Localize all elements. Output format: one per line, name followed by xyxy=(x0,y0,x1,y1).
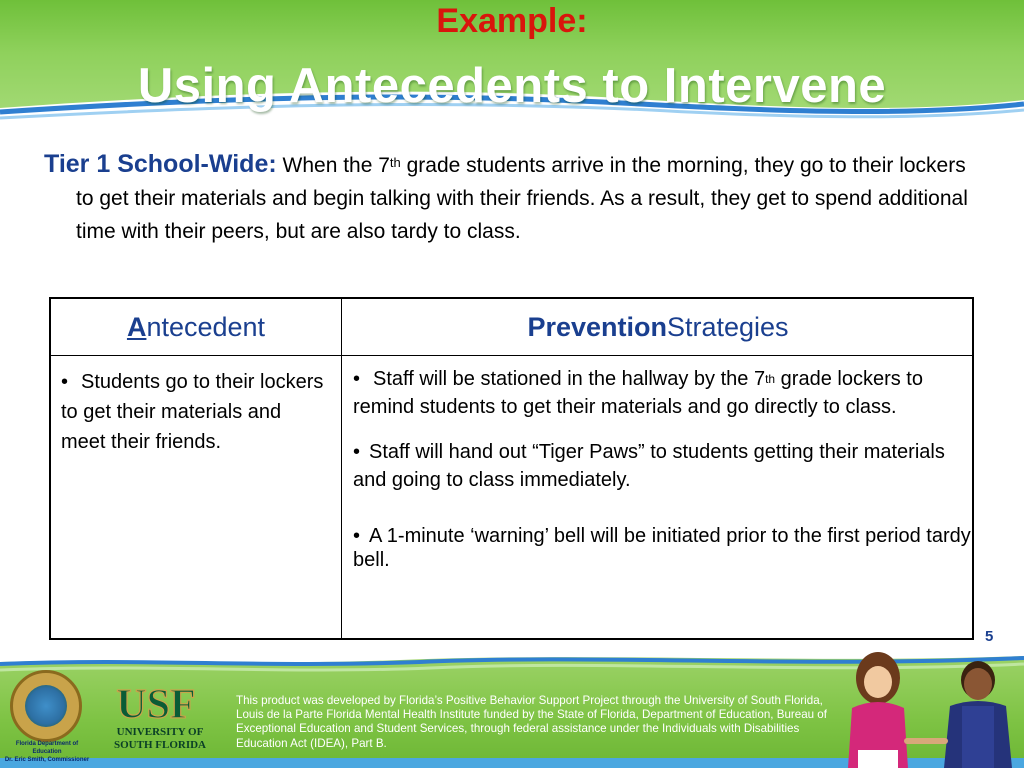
strategy-item xyxy=(353,524,971,572)
florida-seal-icon xyxy=(10,670,82,742)
strategy-superscript: th xyxy=(765,372,776,386)
tier-label: Tier 1 School-Wide: xyxy=(44,150,277,178)
strategy-item xyxy=(353,438,971,494)
seal-center-icon xyxy=(25,685,67,727)
slide-title-example: Example: xyxy=(436,2,588,40)
header-prevention-bold: Prevention xyxy=(527,311,667,342)
strategy-item xyxy=(353,365,971,421)
antecedent-text: Students go to their lockers to get their materials and meet their friends. xyxy=(61,371,324,453)
seal-caption-line1: Florida Department of Education xyxy=(15,741,79,755)
footer-banner xyxy=(0,650,1024,768)
strategy-text: Staff will hand out “Tiger Paws” to students getting their materials and going to class immediately. xyxy=(353,441,945,491)
bullet-icon: • xyxy=(353,525,361,547)
seal-caption-line2: Dr. Eric Smith, Commissioner xyxy=(4,757,90,763)
header-antecedent-initial: A xyxy=(126,311,147,342)
strategy-text: A 1-minute ‘warning’ bell will be initiated prior to the first period tardy bell. xyxy=(353,525,971,571)
usf-name-line1: UNIVERSITY OF xyxy=(116,726,204,738)
bullet-icon: • xyxy=(61,371,69,393)
slide-title: Using Antecedents to Intervene xyxy=(137,59,887,113)
usf-mark-icon xyxy=(110,680,202,724)
strategy-text: Staff will be stationed in the hallway by the 7 xyxy=(373,368,766,390)
usf-mark-text: USF xyxy=(116,682,196,724)
intro-paragraph xyxy=(44,148,984,248)
header-banner xyxy=(0,0,1024,132)
antecedent-cell xyxy=(61,367,331,457)
bullet-icon: • xyxy=(353,441,361,463)
strategies-cell xyxy=(353,365,971,589)
strategy-text-cont: grade lockers to remind students to get their materials and go directly to class. xyxy=(353,368,923,418)
table-row-divider xyxy=(51,355,972,356)
table-header-antecedent xyxy=(51,299,341,355)
usf-name xyxy=(106,726,214,752)
header-prevention-rest: Strategies xyxy=(666,311,789,342)
usf-name-line2: SOUTH FLORIDA xyxy=(114,739,206,751)
header-antecedent-rest: ntecedent xyxy=(146,311,266,342)
intro-text-part2: grade students arrive in the morning, they go to their lockers to get their materials and begin talking with their friends. As a result, they get to spend additional time with their peers, but are also tardy to class. xyxy=(76,154,968,243)
footer-disclaimer: This product was developed by Florida’s Positive Behavior Support Project through the University of South Florida, Louis de la Parte Florida Mental Health Institute funded by the State of Florida, Department of Education, Bureau of Exceptional Education and Student Services, through federal assistance under the Individuals with Disabilities Education Act (IDEA), Part B. xyxy=(236,694,827,750)
bullet-icon: • xyxy=(353,368,361,390)
page-number: 5 xyxy=(985,628,994,645)
seal-caption xyxy=(4,740,90,764)
children-illustration xyxy=(838,650,1024,768)
intro-superscript: th xyxy=(389,155,401,170)
table-header-prevention xyxy=(342,299,974,355)
intro-text-part1: When the 7 xyxy=(276,154,390,177)
antecedent-strategy-table xyxy=(49,297,974,640)
usf-logo-mark xyxy=(110,680,202,724)
usf-logo xyxy=(106,680,218,752)
